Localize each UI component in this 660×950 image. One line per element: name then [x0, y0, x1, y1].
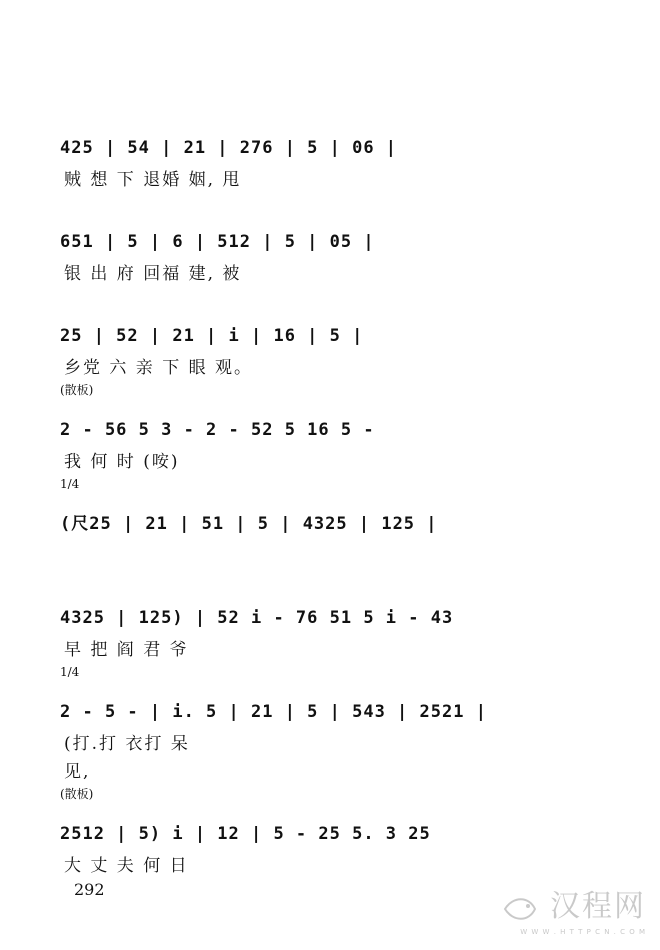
tempo-marker: (散板) [60, 787, 94, 801]
lyrics-line: 我 何 时 (咹) [64, 452, 180, 472]
notation-line: 425 | 54 | 21 | 276 | 5 | 06 | [60, 138, 398, 158]
watermark-name: 汉程网 [550, 888, 646, 924]
stave-line-7 [60, 664, 560, 758]
lyrics-line: 银 出 府 回福 建, 被 [64, 264, 242, 284]
stave-line-2 [60, 194, 560, 288]
notation-line: 2 - 5 - | i. 5 | 21 | 5 | 543 | 2521 | [60, 702, 487, 722]
time-signature: 1/4 [60, 477, 80, 491]
tempo-marker [60, 570, 560, 586]
notation-line: 4325 | 125) | 52 i - 76 51 5 i - 43 [60, 608, 454, 628]
tempo-marker: (散板) [60, 383, 94, 397]
watermark [501, 881, 646, 937]
stave-line-3 [60, 288, 560, 382]
notation-line: 651 | 5 | 6 | 512 | 5 | 05 | [60, 232, 375, 252]
lyrics-line: 早 把 阎 君 爷 [64, 640, 189, 660]
tempo-marker [60, 194, 560, 210]
notation-line: 25 | 52 | 21 | i | 16 | 5 | [60, 326, 364, 346]
lyrics-line [64, 542, 560, 570]
notation-line: 2 - 56 5 3 - 2 - 52 5 16 5 - [60, 420, 375, 440]
stave-line-4 [60, 382, 560, 476]
watermark-url: W W W . H T T P C N . C O M [520, 928, 646, 936]
time-signature: 1/4 [60, 665, 80, 679]
lyrics-line: 乡党 六 亲 下 眼 观。 [64, 358, 254, 378]
tempo-marker [60, 288, 560, 304]
stave-line-5 [60, 476, 560, 570]
lyrics-line: 见, [64, 762, 91, 782]
stave-line-6 [60, 570, 560, 664]
stave-line-9 [60, 786, 560, 880]
tempo-marker [60, 100, 560, 116]
page-number: 292 [74, 880, 105, 899]
notation-line: 2512 | 5) i | 12 | 5 - 25 5. 3 25 [60, 824, 431, 844]
lyrics-line: (打.打 衣打 呆 [64, 734, 190, 754]
stave-line-1 [60, 100, 560, 194]
notation-line: (尺25 | 21 | 51 | 5 | 4325 | 125 | [60, 514, 438, 534]
lyrics-line: 贼 想 下 退婚 姻, 甩 [64, 170, 242, 190]
jianpu-score [60, 100, 560, 880]
lyrics-line: 大 丈 夫 何 日 [64, 856, 189, 876]
stave-line-8 [60, 758, 560, 786]
fish-logo-icon [501, 894, 541, 928]
